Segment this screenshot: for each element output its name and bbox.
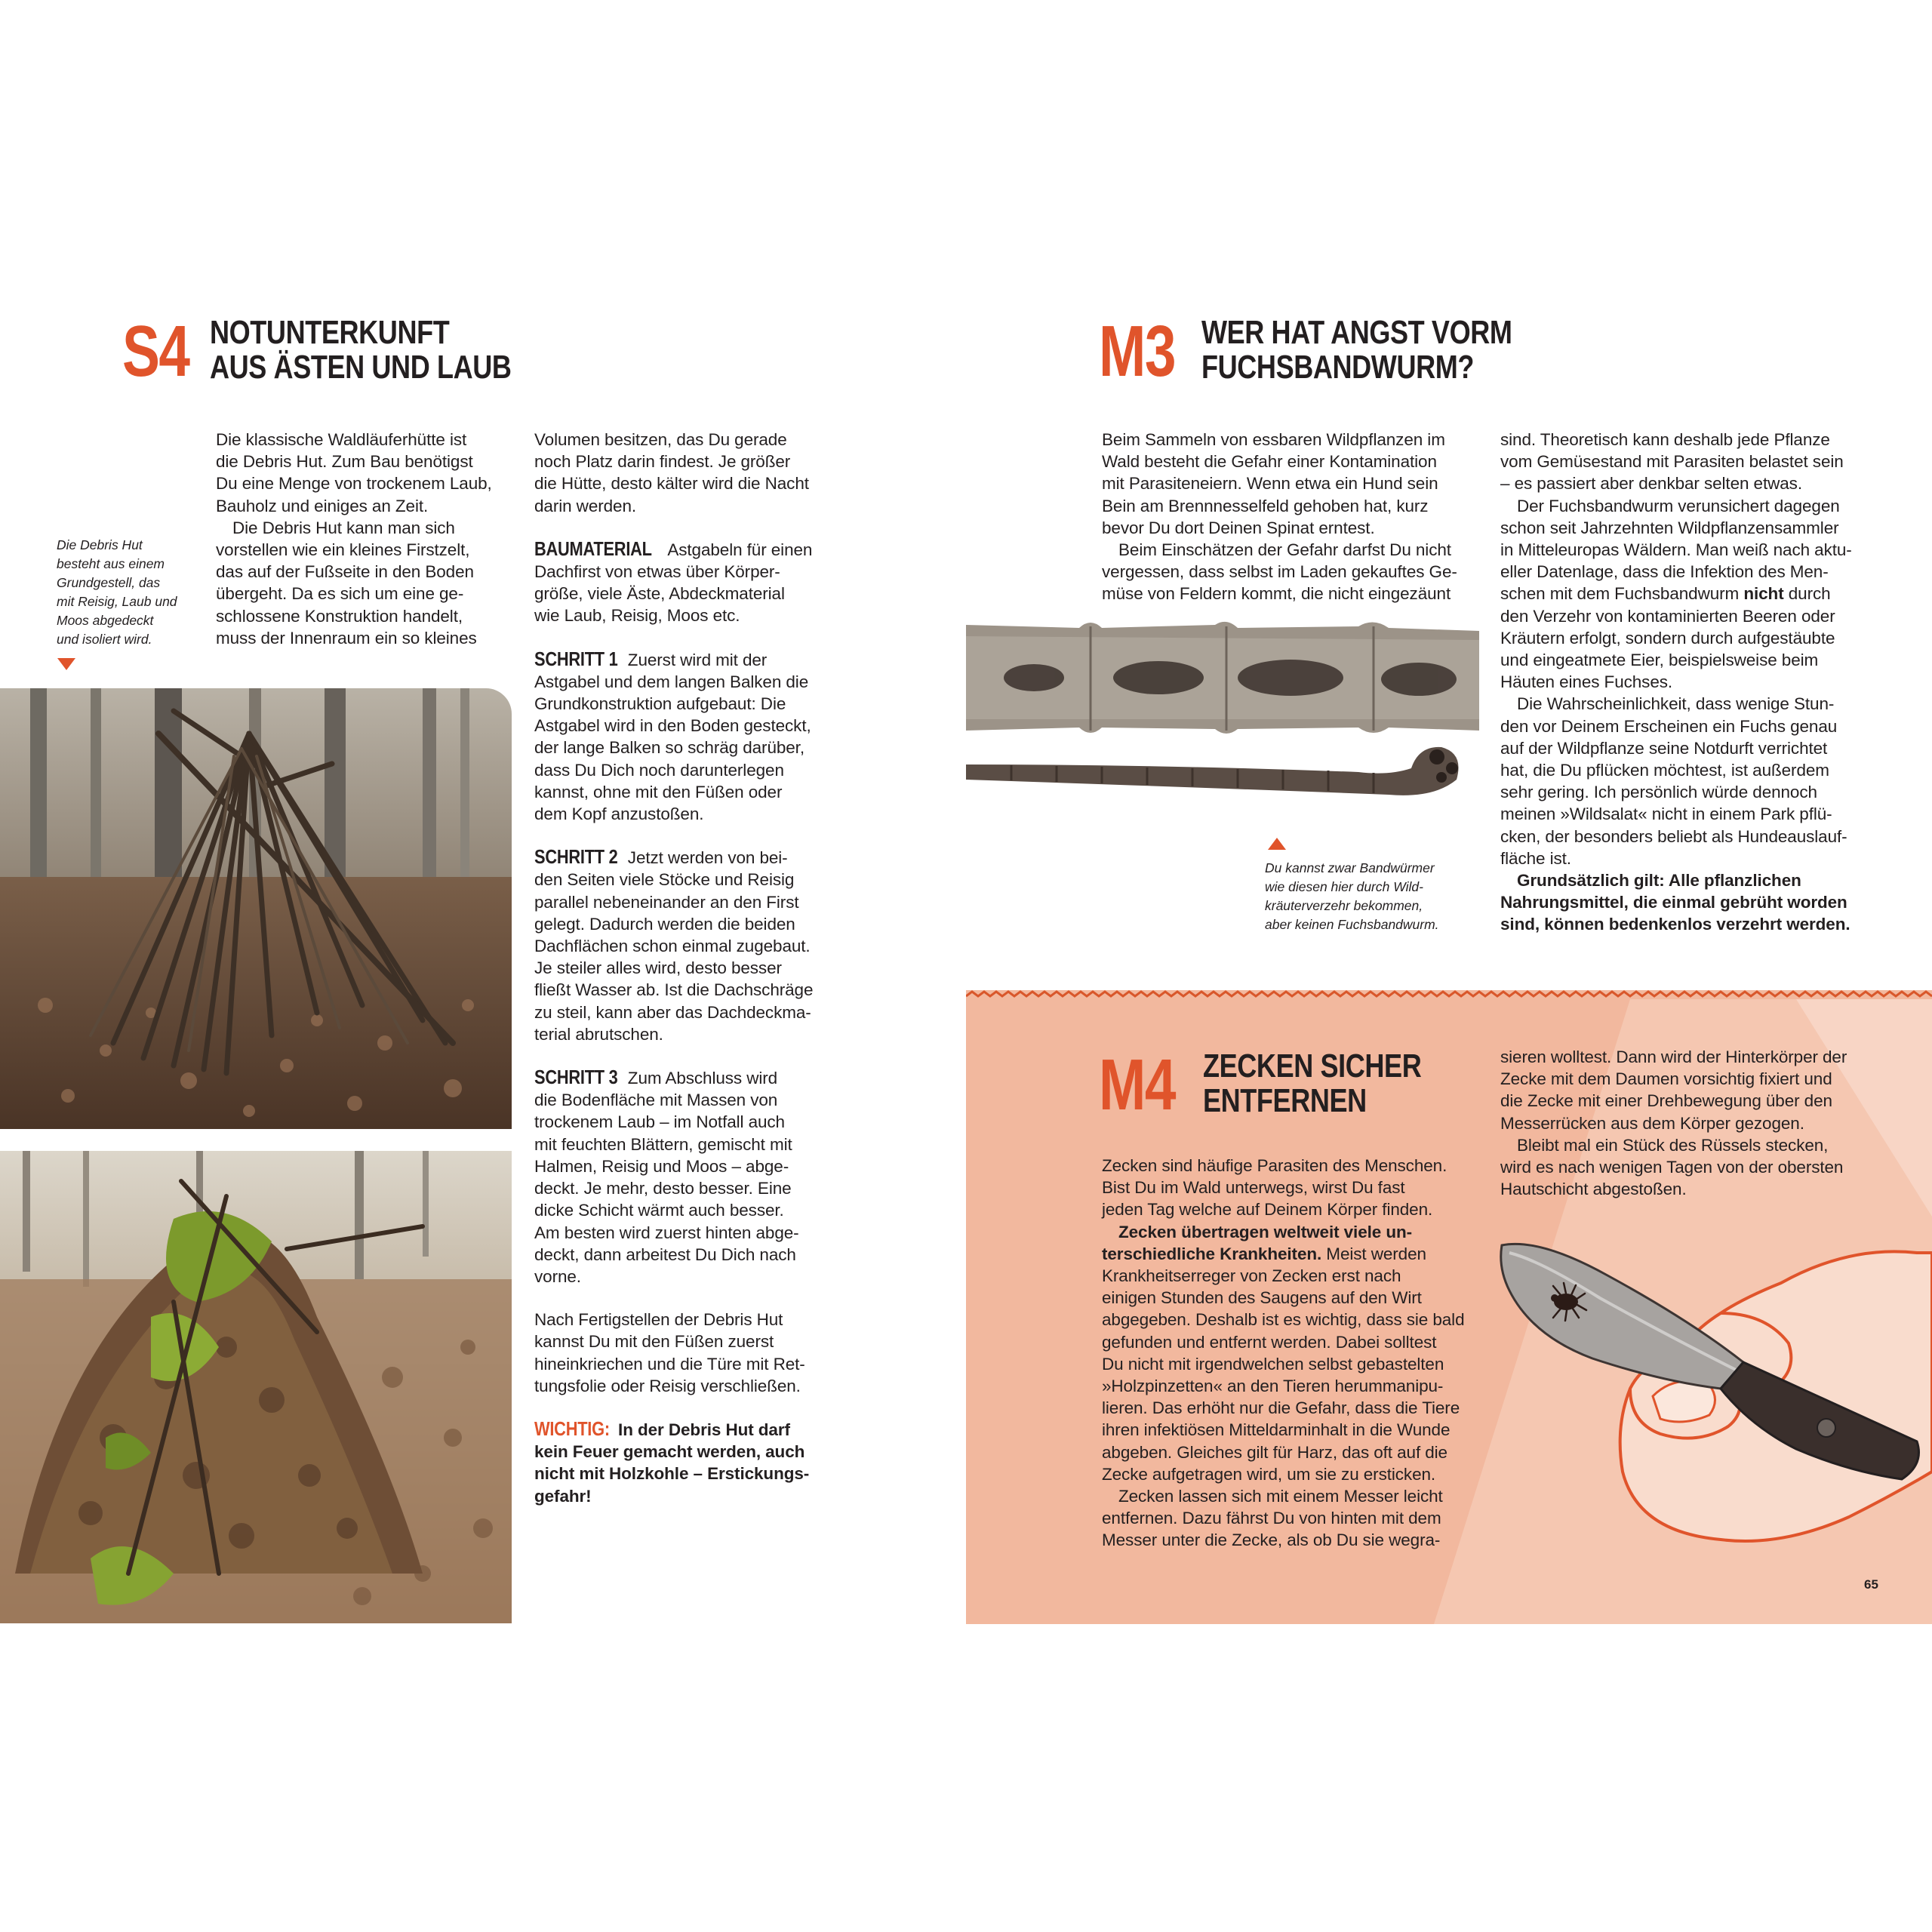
caption-pointer-icon [57, 658, 75, 670]
schritt2-label: SCHRITT 2 [534, 845, 618, 869]
m4-column-1: Zecken sind häufige Parasiten des Menschen. Bist Du im Wald unterwegs, wirst Du fast jeden Tag welche auf Deinem Körper finden. Zecken übertragen weltweit viele un- terschiedliche Krankheiten. Meist werden Krankheitserreger von Zecken erst nach einigen Stunden des Saugens auf den Wirt abgegeben. Deshalb ist es wichtig, dass sie bald gefunden und entfernt werden. Dabei solltest Du nicht mit irgendwelchen selbst gebastelten »Holzpinzetten« an den Tieren herummanipu- lieren. Das erhöht nur die Gefahr, dass die Tiere ihren infektiösen Mitteldarminhalt in die Wunde abgeben. Gleiches gilt für Harz, das oft auf die Zecke aufgetragen wird, um sie zu ersticken. Zecken lassen sich mit einem Messer leicht entfernen. Dazu fährst Du von hinten mit dem Messer unter die Zecke, als ob Du sie wegra- [1102, 1156, 1465, 1550]
title-line: ZECKEN SICHER [1203, 1048, 1422, 1084]
title-line: NOTUNTERKUNFT [210, 314, 450, 351]
schritt3-label: SCHRITT 3 [534, 1066, 618, 1089]
forest-stick-frame-image [0, 688, 512, 1129]
section-title-m4 [1203, 1049, 1421, 1118]
title-line: FUCHSBANDWURM? [1201, 349, 1475, 386]
zigzag-border [966, 992, 1932, 996]
section-code-m3: M3 [1099, 311, 1175, 392]
caption-pointer-icon [1268, 838, 1286, 850]
leaf-covered-hut-image [0, 1151, 512, 1623]
baumaterial-label: BAUMATERIAL [534, 537, 652, 560]
m3-column-1: Beim Sammeln von essbaren Wildpflanzen im Wald besteht die Gefahr einer Kontamination mit Parasiteneiern. Wenn etwa ein Hund sein Bein am Brennnesselfeld gehoben hat, kurz bevor Du dort Deinen Spinat erntest. Beim Einschätzen der Gefahr darfst Du nicht vergessen, dass selbst im Laden gekauftes Ge- müse von Feldern kommt, die nicht eingezäunt [1102, 430, 1457, 604]
left-column-2: Volumen besitzen, das Du gerade noch Platz darin findest. Je größer die Hütte, desto kälter wird die Nacht darin werden. BAUMATERIAL Astgabeln für einen Dachfirst von etwas über Körper- größe, viele Äste, Abdeckmaterial wie Laub, Reisig, Moos etc. SCHRITT 1 Zuerst wird mit der Astgabel und dem langen Balken die Grundkonstruktion aufgebaut: Die Astgabel wird in den Boden gesteckt, der lange Balken so schräg darüber, dass Du Dich noch darunterlegen kannst, ohne mit den Füßen oder dem Kopf anzustoßen. SCHRITT 2 Jetzt werden von bei- den Seiten viele Stöcke und Reisig parallel nebeneinander an den First gelegt. Dadurch werden die beiden Dachflächen schon einmal zugebaut. Je steiler alles wird, desto besser fließt Wasser ab. Ist die Dachschräge zu steil, kann aber das Dachdeckma- terial abrutschen. SCHRITT 3 Zum Abschluss wird die Bodenfläche mit Massen von trockenem Laub – im Notfall auch mit feuchten Blättern, gemischt mit Halmen, Reisig und Moos – abge- deckt. Je mehr, desto besser. Eine dicke Schicht wärmt auch besser. Am besten wird zuerst hinten abge- deckt, dann arbeitest Du Dich nach vorne. Nach Fertigstellen der Debris Hut kannst Du mit den Füßen zuerst hineinkriechen und die Türe mit Ret- tungsfolie oder Reisig verschließen. WICHTIG: In der Debris Hut darf kein Feuer gemacht werden, auch nicht mit Holzkohle – Erstickungs- gefahr! [534, 430, 814, 1506]
wichtig-label: WICHTIG: [534, 1417, 610, 1440]
section-title-s4 [210, 315, 512, 385]
title-line: ENTFERNEN [1203, 1082, 1367, 1119]
photo-debris-hut-frame [0, 688, 512, 1129]
tapeworm-illustration [966, 617, 1479, 844]
m3-column-2: sind. Theoretisch kann deshalb jede Pflanze vom Gemüsestand mit Parasiten belastet sein – es passiert aber denkbar selten etwas. Der Fuchsbandwurm verunsichert dagegen schon seit Jahrzehnten Wildpflanzensammler in Mitteleuropas Wäldern. Man weiß nach aktu- eller Datenlage, dass die Infektion des Men- schen mit dem Fuchsbandwurm nicht durch den Verzehr von kontaminierten Beeren oder Kräutern erfolgt, sondern durch aufgestäubte und eingeatmete Eier, beispielsweise beim Häuten eines Fuchses. Die Wahrscheinlichkeit, dass wenige Stun- den vor Deinem Erscheinen ein Fuchs genau auf der Wildpflanze seine Notdurft verrichtet hat, die Du pflücken möchtest, ist außerdem sehr gering. Ich persönlich würde dennoch meinen »Wildsalat« nicht in einem Park pflü- cken, der besonders beliebt als Hundeauslauf- fläche ist. Grundsätzlich gilt: Alle pflanzlichen Nahrungsmittel, die einmal gebrüht worden sind, können bedenkenlos verzehrt werden. [1500, 430, 1852, 934]
right-page [966, 0, 1932, 1932]
title-line: WER HAT ANGST VORM [1201, 314, 1512, 351]
page-number: 65 [1864, 1577, 1878, 1592]
section-title-m3 [1201, 315, 1512, 385]
title-line: AUS ÄSTEN UND LAUB [210, 349, 512, 386]
section-code-s4: S4 [122, 311, 189, 392]
schritt1-label: SCHRITT 1 [534, 647, 618, 670]
tick-removal-illustration [1494, 1230, 1932, 1555]
hand-knife-illustration [1494, 1230, 1932, 1555]
section-code-m4: M4 [1099, 1044, 1175, 1125]
photo-caption-m3: Du kannst zwar Bandwürmer wie diesen hier durch Wild- kräuterverzehr bekommen, aber keinen Fuchsbandwurm. [1265, 860, 1439, 932]
photo-caption-left: Die Debris Hut besteht aus einem Grundgestell, das mit Reisig, Laub und Moos abgedeckt und isoliert wird. [57, 537, 177, 647]
left-column-1: Die klassische Waldläuferhütte ist die Debris Hut. Zum Bau benötigst Du eine Menge von trockenem Laub, Bauholz und einiges an Zeit. Die Debris Hut kann man sich vorstellen wie ein kleines Firstzelt, das auf der Fußseite in den Boden übergeht. Da es sich um eine ge- schlossene Konstruktion handelt, muss der Innenraum ein so kleines [216, 430, 492, 648]
photo-debris-hut-covered [0, 1151, 512, 1623]
m4-column-2: sieren wolltest. Dann wird der Hinterkörper der Zecke mit dem Daumen vorsichtig fixiert und die Zecke mit einer Drehbewegung über den Messerrücken aus dem Körper gezogen. Bleibt mal ein Stück des Rüssels stecken, wird es nach wenigen Tagen von der obersten Hautschicht abgestoßen. [1500, 1048, 1847, 1199]
tapeworm-image [966, 617, 1479, 844]
